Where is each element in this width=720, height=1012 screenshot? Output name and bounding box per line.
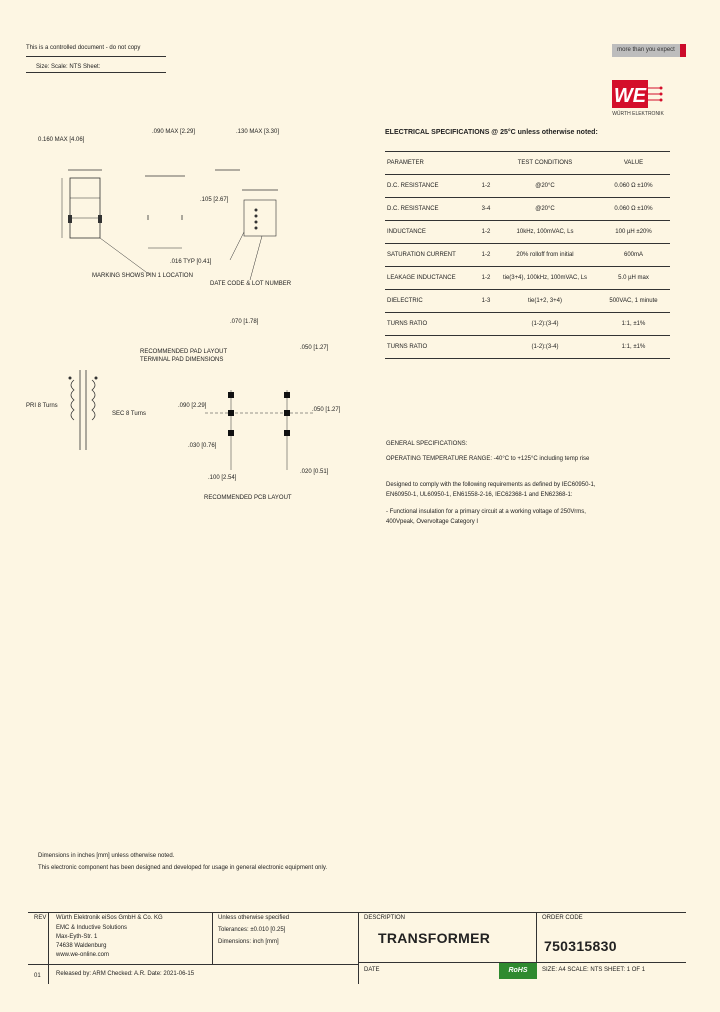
cell-test: 10kHz, 100mVAC, Ls bbox=[493, 221, 597, 244]
cell-value: 500VAC, 1 minute bbox=[597, 290, 670, 313]
spec-table bbox=[385, 151, 670, 359]
tagline-bar: more than you expect bbox=[612, 44, 680, 57]
header-test: TEST CONDITIONS bbox=[493, 152, 597, 175]
pad-dim-side: .050 [1.27] bbox=[312, 407, 341, 413]
footer-note-1: Dimensions in inches [mm] unless otherwise noted. bbox=[38, 853, 175, 859]
cell-value: 0.060 Ω ±10% bbox=[597, 198, 670, 221]
pad-dim-left: .090 [2.29] bbox=[178, 403, 207, 409]
cell-test: (1-2):(3-4) bbox=[493, 336, 597, 359]
header-rule-2 bbox=[26, 72, 166, 73]
description-label: DESCRIPTION bbox=[364, 915, 406, 921]
pad-dim-left-2: .030 [0.76] bbox=[188, 443, 217, 449]
company-line-2: EMC & Inductive Solutions bbox=[56, 925, 128, 931]
company-label: Würth Elektronik eiSos GmbH & Co. KG bbox=[56, 915, 163, 921]
label-date-code: DATE CODE & LOT NUMBER bbox=[210, 281, 292, 287]
header-pins bbox=[479, 152, 493, 175]
cell-param: SATURATION CURRENT bbox=[385, 244, 479, 267]
tolerance-line-1: Unless otherwise specified bbox=[218, 915, 290, 921]
title-divider-3 bbox=[358, 912, 359, 984]
header-value: VALUE bbox=[597, 152, 670, 175]
wurth-logo bbox=[612, 80, 664, 116]
cell-pins bbox=[479, 313, 493, 336]
dim-top-mid: .090 MAX [2.29] bbox=[152, 129, 196, 135]
pad-4 bbox=[284, 392, 290, 398]
table-row bbox=[385, 290, 670, 313]
date-label: DATE bbox=[364, 967, 380, 973]
label-pin1-marking: MARKING SHOWS PIN 1 LOCATION bbox=[92, 273, 193, 279]
cell-value: 5.0 µH max bbox=[597, 267, 670, 290]
dim-top-left: 0.160 MAX [4.06] bbox=[38, 137, 85, 143]
logo-mark: WE bbox=[613, 85, 647, 107]
rev-value: 01 bbox=[34, 973, 41, 979]
order-code-label: ORDER CODE bbox=[542, 915, 583, 921]
title-divider-1 bbox=[48, 912, 49, 984]
approval-line: Released by: ARM Checked: A.R. Date: 2021-06-15 bbox=[56, 971, 195, 977]
cell-param: LEAKAGE INDUCTANCE bbox=[385, 267, 479, 290]
notes-line-4: - Functional insulation for a primary circuit at a working voltage of 250Vrms, bbox=[386, 509, 586, 515]
table-row bbox=[385, 221, 670, 244]
table-row bbox=[385, 175, 670, 198]
cell-param: TURNS RATIO bbox=[385, 336, 479, 359]
order-code-value: 750315830 bbox=[544, 938, 617, 954]
cell-value: 1:1, ±1% bbox=[597, 336, 670, 359]
logo-brand: WÜRTH ELEKTRONIK bbox=[612, 111, 664, 116]
pad-dim-bottom: .100 [2.54] bbox=[208, 475, 237, 481]
table-row bbox=[385, 244, 670, 267]
dim-side: .105 [2.67] bbox=[200, 197, 229, 203]
rohs-badge: RoHS bbox=[499, 963, 537, 979]
dim-top-right: .130 MAX [3.30] bbox=[236, 129, 280, 135]
document-control-line: This is a controlled document - do not copy bbox=[26, 45, 141, 51]
cell-pins: 3-4 bbox=[479, 198, 493, 221]
mechanical-drawing bbox=[30, 120, 350, 320]
pad-5 bbox=[284, 410, 290, 416]
notes-line-3: EN60950-1, UL60950-1, EN61558-2-16, IEC62368-1 and EN62368-1: bbox=[386, 492, 573, 498]
pad-3 bbox=[228, 430, 234, 436]
company-line-5: www.we-online.com bbox=[56, 952, 110, 958]
header-parameter: PARAMETER bbox=[385, 152, 479, 175]
company-line-3: Max-Eyth-Str. 1 bbox=[56, 934, 98, 940]
cell-test: 20% rolloff from initial bbox=[493, 244, 597, 267]
pad-6 bbox=[284, 430, 290, 436]
notes-line-5: 400Vpeak, Overvoltage Category I bbox=[386, 519, 479, 525]
cell-pins bbox=[479, 336, 493, 359]
title-divider-2 bbox=[212, 912, 213, 964]
rev-col: REV bbox=[34, 915, 47, 921]
cell-pins: 1-3 bbox=[479, 290, 493, 313]
cell-test: tie(3+4), 100kHz, 100mVAC, Ls bbox=[493, 267, 597, 290]
cell-pins: 1-2 bbox=[479, 221, 493, 244]
cell-test: @20°C bbox=[493, 175, 597, 198]
title-divider-4 bbox=[536, 912, 537, 962]
table-row bbox=[385, 267, 670, 290]
revision-line: Size: Scale: NTS Sheet: bbox=[36, 64, 101, 70]
pad-note-2: TERMINAL PAD DIMENSIONS bbox=[140, 357, 224, 363]
table-header-row bbox=[385, 152, 670, 175]
header-rule bbox=[26, 56, 166, 57]
notes-line-2: Designed to comply with the following requirements as defined by IEC60950-1, bbox=[386, 482, 596, 488]
cell-value: 1:1, ±1% bbox=[597, 313, 670, 336]
pad-dim-right: .050 [1.27] bbox=[300, 345, 329, 351]
cell-param: INDUCTANCE bbox=[385, 221, 479, 244]
pad-2 bbox=[228, 410, 234, 416]
pad-caption: RECOMMENDED PCB LAYOUT bbox=[204, 495, 292, 501]
cell-param: D.C. RESISTANCE bbox=[385, 198, 479, 221]
cell-test: (1-2):(3-4) bbox=[493, 313, 597, 336]
tolerance-line-2: Tolerances: ±0.010 [0.25] bbox=[218, 927, 286, 933]
electrical-title: ELECTRICAL SPECIFICATIONS @ 25°C unless otherwise noted: bbox=[385, 129, 598, 136]
footer-note-2: This electronic component has been designed and developed for usage in general electronic equipment only. bbox=[38, 865, 328, 871]
size-line: SIZE: A4 SCALE: NTS SHEET: 1 OF 1 bbox=[542, 967, 646, 973]
schematic-pri: PRI 8 Turns bbox=[26, 403, 58, 409]
tolerance-line-3: Dimensions: inch [mm] bbox=[218, 939, 279, 945]
table-row bbox=[385, 313, 670, 336]
red-tab bbox=[680, 44, 686, 57]
cell-pins: 1-2 bbox=[479, 267, 493, 290]
cell-pins: 1-2 bbox=[479, 175, 493, 198]
schematic-sec: SEC 8 Turns bbox=[112, 411, 147, 417]
cell-test: tie(1+2, 3+4) bbox=[493, 290, 597, 313]
cell-value: 0.060 Ω ±10% bbox=[597, 175, 670, 198]
table-row bbox=[385, 336, 670, 359]
dim-pin: .016 TYP [0.41] bbox=[170, 259, 212, 265]
cell-param: DIELECTRIC bbox=[385, 290, 479, 313]
title-rule-1 bbox=[28, 964, 358, 965]
pad-note: RECOMMENDED PAD LAYOUT bbox=[140, 349, 228, 355]
cell-test: @20°C bbox=[493, 198, 597, 221]
company-line-4: 74638 Waldenburg bbox=[56, 943, 107, 949]
cell-param: TURNS RATIO bbox=[385, 313, 479, 336]
pad-dim-bottom-2: .020 [0.51] bbox=[300, 469, 329, 475]
description-value: TRANSFORMER bbox=[378, 930, 491, 946]
cell-value: 100 µH ±20% bbox=[597, 221, 670, 244]
notes-title: GENERAL SPECIFICATIONS: bbox=[386, 441, 468, 447]
pad-1 bbox=[228, 392, 234, 398]
table-row bbox=[385, 198, 670, 221]
pad-layout bbox=[175, 380, 355, 480]
cell-pins: 1-2 bbox=[479, 244, 493, 267]
cell-value: 600mA bbox=[597, 244, 670, 267]
pad-dim-top: .070 [1.78] bbox=[230, 319, 259, 325]
cell-param: D.C. RESISTANCE bbox=[385, 175, 479, 198]
notes-line-1: OPERATING TEMPERATURE RANGE: -40°C to +125°C including temp rise bbox=[386, 456, 590, 462]
